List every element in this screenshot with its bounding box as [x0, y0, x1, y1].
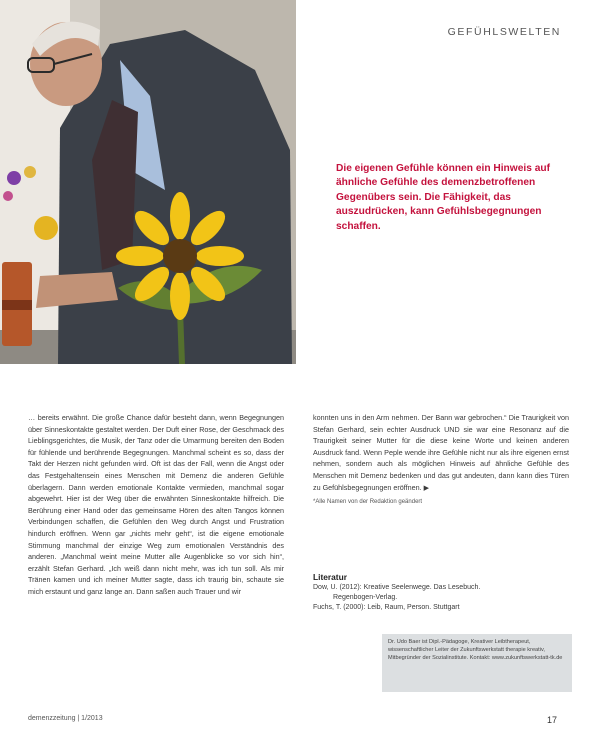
literature-entry: Regenbogen-Verlag.	[333, 594, 398, 601]
section-label: GEFÜHLSWELTEN	[447, 26, 561, 38]
literature-heading: Literatur	[313, 572, 347, 582]
body-text-right: konnten uns in den Arm nehmen. Der Bann war gebrochen.“ Die Traurigkeit von Stefan Gerhard, sein echter Ausdruck UND sie war eine Resonanz auf die Traurigkeit seiner Mutter für die diese keine Worte und keinen anderen Ausdruck fand. Wenn Peple wende ihre Gefühle nicht nur als ihre eigenen ernst nehmen, sondern auch als möglichen Hinweis auf ähnliche Gefühle des Menschen mit Demenz bedenken und das gut andeuten, dann kann dies Türen zu Gefühlsbegegnungen eröffnen. ▶	[313, 413, 569, 492]
pull-quote: Die eigenen Gefühle können ein Hinweis auf ähnliche Gefühle des demenzbetroffenen Gegenübers sein. Die Fähigkeit, das auszudrücken, kann Gefühlsbegegnungen schaffen.	[336, 163, 550, 232]
author-info-box: Dr. Udo Baer ist Dipl.-Pädagoge, Kreativer Leibtherapeut, wissenschaftlicher Leiter der Zukunftswerkstatt therapie kreativ, Mitbegründer der Sozialinstitute. Kontakt: www.zukunftswerkstatt-tk.de	[382, 634, 572, 692]
photo-illustration	[0, 0, 296, 364]
body-column-left	[28, 412, 284, 712]
page-number: 17	[546, 715, 557, 725]
literature-entry: Fuchs, T. (2000): Leib, Raum, Person. Stuttgart	[313, 604, 460, 611]
body-column-right	[313, 412, 569, 509]
portrait-photo	[0, 0, 296, 364]
publication-footer: demenzzeitung | 1/2013	[28, 715, 103, 722]
literature-entry: Dow, U. (2012): Kreative Seelenwege. Das Lesebuch.	[313, 584, 481, 591]
literature-section	[313, 572, 569, 613]
body-text-left: … bereits erwähnt. Die große Chance dafür besteht dann, wenn Begegnungen über Sinneskontakte gestaltet werden. Der Duft einer Rose, der Geschmack des Lieblingsgerichtes, die Musik, der Tanz oder die Umarmung bereiten den Boden für fühlende und berührende Begegnungen. Manchmal scheint es so, dass der Takt der Herzen nicht gefunden wird. Oft ist das der Fall, wenn die Angst oder das Festgehaltensein eines Menschen mit Demenz die anderen Gefühle überlagern. Dann werden emotionale Kontakte vermieden, manchmal sogar abgewehrt. Hier ist der Weg über die erwähnten Sinneskontakte hilfreich. Die Berührung einer Hand oder das gemeinsame Hören des alten Tangos können Verbindungen schaffen, die Gefühlen den Weg durch Angst und Frustration hindurch eröffnen. Wenn gar „nichts mehr geht“, ist die eigene emotionale Stimmung manchmal der einzige Weg zum emotionalen Verständnis des anderen. „Manchmal weint meine Mutter alle Augenblicke so vor sich hin“, erzählt Stefan Gerhard. „Ich weiß dann nicht mehr, was ich tun soll. Als mir Tränen kamen und ich meiner Mutter sagte, dass ich traurig bin, schaute sie mich erstaunt und ganz lange an. Dann saßen auch Trauer und wir	[28, 413, 284, 596]
footnote: *Alle Namen von der Redaktion geändert	[313, 499, 423, 506]
